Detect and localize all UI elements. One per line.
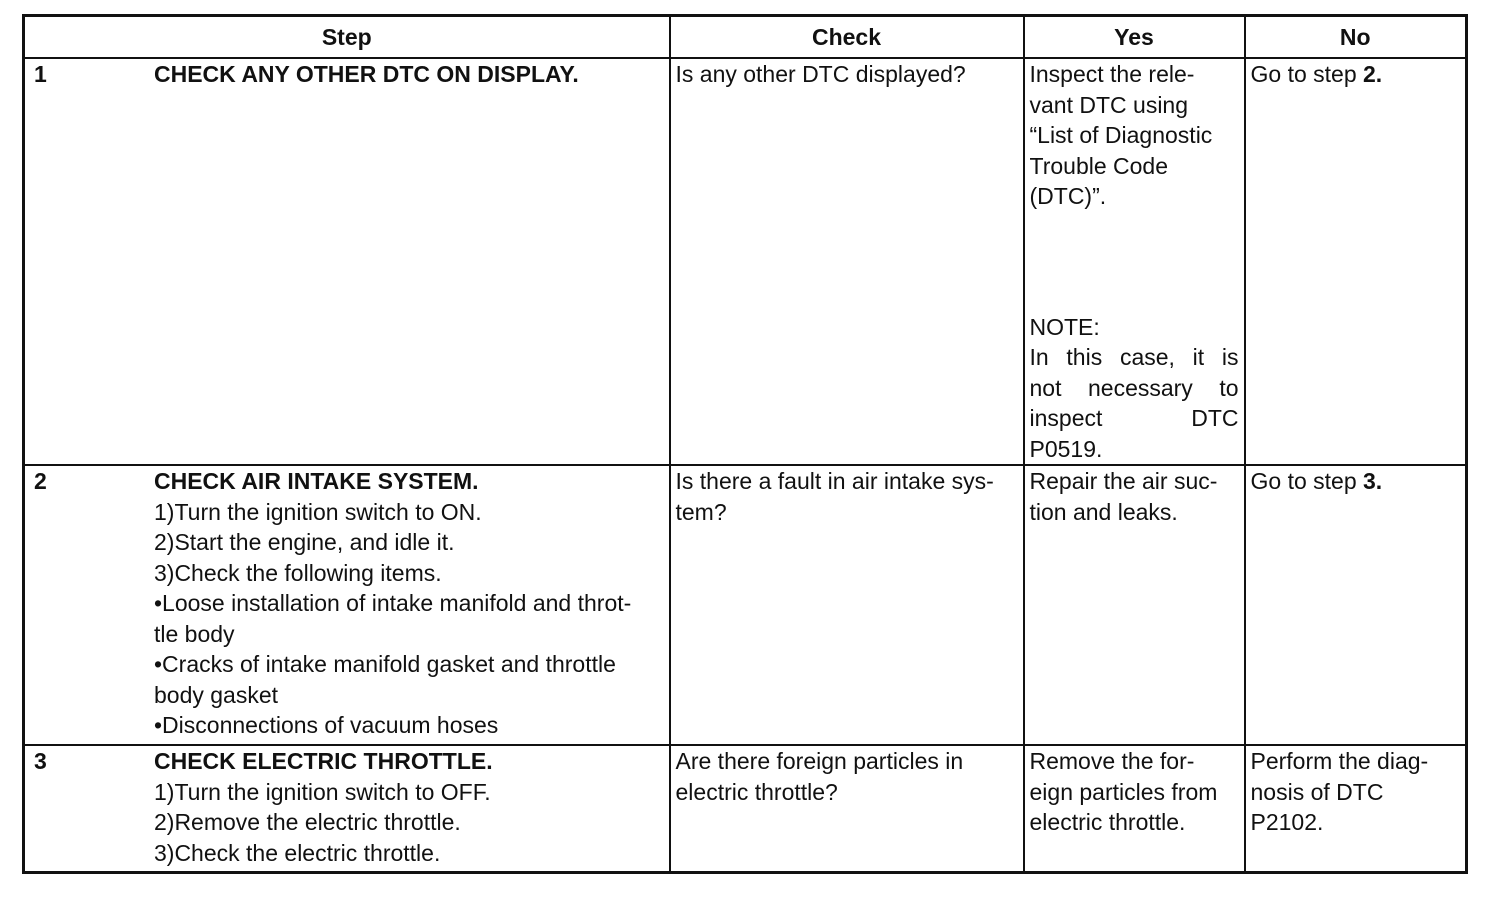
substep-line: body gasket [154,681,279,708]
check-cell [670,745,1024,873]
diagnostic-procedure-table [22,14,1468,874]
step-cell [24,465,670,745]
header-check: Check [670,16,1024,59]
check-line: Are there foreign particles in [675,748,964,774]
no-line: nosis of DTC [1250,778,1384,805]
no-cell [1245,745,1467,873]
substep-line: 1)Turn the ignition switch to OFF. [154,778,491,805]
yes-cell [1024,465,1245,745]
yes-line: Remove the for- [1029,748,1195,774]
note-line: inspect DTC [1029,405,1239,431]
substep-line: tle body [154,620,235,647]
step-title: CHECK ANY OTHER DTC ON DISPLAY. [154,61,579,87]
no-cell [1245,58,1467,465]
table-row [24,58,1467,465]
substep-line: •Cracks of intake manifold gasket and throttle [154,651,616,677]
step-cell [24,58,670,465]
substep-line: •Loose installation of intake manifold and throt- [154,590,632,616]
yes-cell [1024,58,1245,465]
check-line: electric throttle? [675,778,838,805]
substep-line: 2)Start the engine, and idle it. [154,529,455,555]
yes-line: Inspect the rele- [1029,61,1195,87]
header-step: Step [24,16,670,59]
no-text: Go to step [1250,61,1364,87]
yes-line: tion and leaks. [1029,498,1178,525]
note-line: P0519. [1029,435,1103,462]
table-row [24,465,1467,745]
yes-cell [1024,745,1245,873]
check-cell [670,465,1024,745]
substep-line: 3)Check the following items. [154,559,442,586]
step-title: CHECK AIR INTAKE SYSTEM. [154,468,479,494]
yes-line: vant DTC using [1029,91,1189,118]
step-reference: 3. [1363,468,1383,494]
note-line: not necessary to [1029,374,1239,401]
step-number: 2 [34,468,47,494]
yes-line: “List of Diagnostic [1029,122,1213,148]
yes-line: Trouble Code [1029,152,1169,179]
no-line: P2102. [1250,809,1324,835]
step-number: 1 [34,61,47,87]
yes-line: eign particles from [1029,778,1218,805]
note-line: In this case, it is [1029,344,1239,370]
step-title: CHECK ELECTRIC THROTTLE. [154,748,493,774]
no-text: Go to step [1250,468,1364,494]
substep-line: 1)Turn the ignition switch to ON. [154,498,482,525]
no-line: Perform the diag- [1250,748,1429,774]
yes-line: electric throttle. [1029,809,1186,835]
yes-line: Repair the air suc- [1029,468,1218,494]
substep-line: 3)Check the electric throttle. [154,839,441,866]
header-no: No [1245,16,1467,59]
header-row [24,16,1467,59]
check-cell [670,58,1024,465]
no-cell [1245,465,1467,745]
check-text: Is any other DTC displayed? [675,61,966,87]
header-yes: Yes [1024,16,1245,59]
note-label: NOTE: [1029,313,1100,340]
check-line: Is there a fault in air intake sys- [675,468,994,494]
check-line: tem? [675,498,727,525]
substep-line: 2)Remove the electric throttle. [154,809,461,835]
step-number: 3 [34,748,47,774]
yes-line: (DTC)”. [1029,183,1107,209]
substep-line: •Disconnections of vacuum hoses [154,712,499,738]
table-row [24,745,1467,873]
step-reference: 2. [1363,61,1383,87]
step-cell [24,745,670,873]
